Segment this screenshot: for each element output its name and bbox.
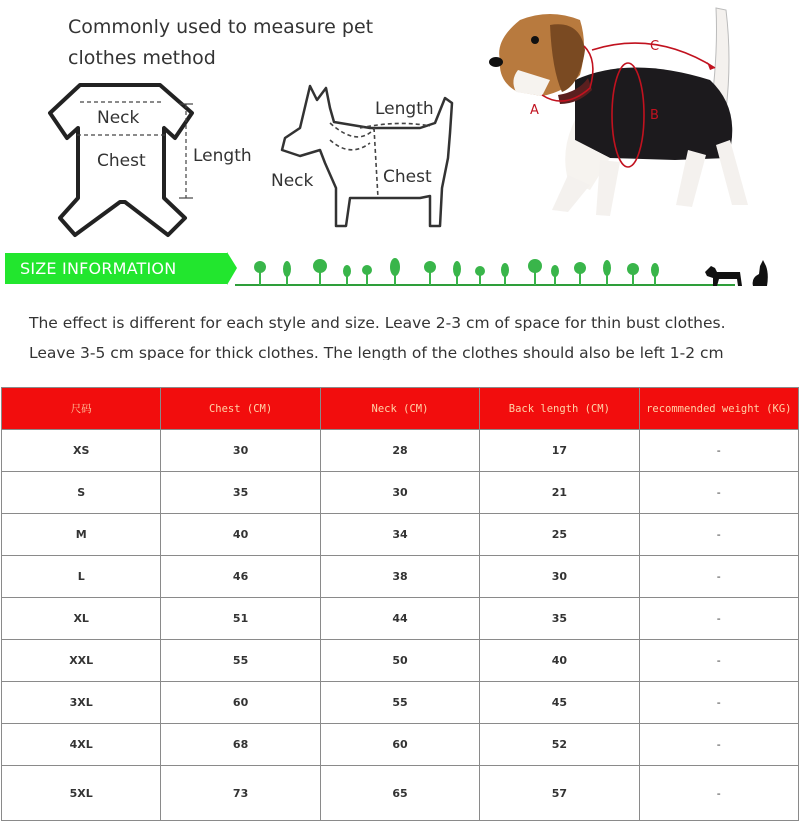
table-row bbox=[2, 472, 799, 514]
header-size: 尺码 bbox=[2, 388, 161, 430]
dog-neck-label: Neck bbox=[271, 171, 314, 191]
dog-length-label: Length bbox=[375, 99, 434, 119]
neck-cell: 30 bbox=[320, 472, 479, 514]
header-neck: Neck (CM) bbox=[320, 388, 479, 430]
size-cell: 4XL bbox=[2, 724, 161, 766]
back-length-cell: 30 bbox=[480, 556, 639, 598]
chest-cell: 55 bbox=[161, 640, 320, 682]
back-length-cell: 40 bbox=[480, 640, 639, 682]
neck-cell: 34 bbox=[320, 514, 479, 556]
weight-cell: - bbox=[639, 430, 798, 472]
table-row bbox=[2, 682, 799, 724]
size-cell: M bbox=[2, 514, 161, 556]
tree-decoration bbox=[235, 252, 800, 292]
table-row bbox=[2, 598, 799, 640]
chest-cell: 60 bbox=[161, 682, 320, 724]
marker-b: B bbox=[650, 108, 659, 123]
chest-cell: 40 bbox=[161, 514, 320, 556]
back-length-cell: 35 bbox=[480, 598, 639, 640]
size-cell: L bbox=[2, 556, 161, 598]
table-row bbox=[2, 430, 799, 472]
dog-chest-label: Chest bbox=[383, 167, 432, 187]
weight-cell: - bbox=[639, 682, 798, 724]
banner-label: SIZE INFORMATION bbox=[20, 259, 177, 278]
marker-c: C bbox=[650, 39, 660, 54]
table-row bbox=[2, 766, 799, 821]
table-row bbox=[2, 724, 799, 766]
page-title: Commonly used to measure pet clothes method bbox=[68, 16, 374, 69]
note-line-1: The effect is different for each style and size. Leave 2-3 cm of space for thin bust clothes. bbox=[29, 314, 726, 332]
neck-cell: 55 bbox=[320, 682, 479, 724]
size-cell: 3XL bbox=[2, 682, 161, 724]
header-weight: recommended weight (KG) bbox=[639, 388, 798, 430]
size-cell: XXL bbox=[2, 640, 161, 682]
neck-cell: 44 bbox=[320, 598, 479, 640]
size-cell: 5XL bbox=[2, 766, 161, 821]
weight-cell: - bbox=[639, 556, 798, 598]
chest-cell: 35 bbox=[161, 472, 320, 514]
marker-a: A bbox=[530, 103, 539, 118]
neck-cell: 65 bbox=[320, 766, 479, 821]
neck-cell: 50 bbox=[320, 640, 479, 682]
back-length-cell: 17 bbox=[480, 430, 639, 472]
weight-cell: - bbox=[639, 640, 798, 682]
neck-cell: 60 bbox=[320, 724, 479, 766]
shirt-chest-label: Chest bbox=[97, 151, 146, 171]
back-length-cell: 25 bbox=[480, 514, 639, 556]
back-length-cell: 52 bbox=[480, 724, 639, 766]
table-row bbox=[2, 640, 799, 682]
weight-cell: - bbox=[639, 766, 798, 821]
note-line-2: Leave 3-5 cm space for thick clothes. The length of the clothes should also be left 1-2 cm bbox=[29, 344, 724, 360]
back-length-cell: 21 bbox=[480, 472, 639, 514]
neck-cell: 38 bbox=[320, 556, 479, 598]
table-row bbox=[2, 514, 799, 556]
shirt-length-label: Length bbox=[193, 146, 252, 166]
weight-cell: - bbox=[639, 724, 798, 766]
size-table bbox=[1, 387, 799, 821]
size-cell: XL bbox=[2, 598, 161, 640]
chest-cell: 51 bbox=[161, 598, 320, 640]
weight-cell: - bbox=[639, 598, 798, 640]
weight-cell: - bbox=[639, 472, 798, 514]
shirt-neck-label: Neck bbox=[97, 108, 140, 128]
table-row bbox=[2, 556, 799, 598]
header-back-length: Back length (CM) bbox=[480, 388, 639, 430]
back-length-cell: 45 bbox=[480, 682, 639, 724]
beagle-photo bbox=[480, 0, 790, 230]
header-chest: Chest (CM) bbox=[161, 388, 320, 430]
size-cell: S bbox=[2, 472, 161, 514]
chest-cell: 30 bbox=[161, 430, 320, 472]
dog-outline-diagram bbox=[270, 78, 470, 236]
chest-cell: 68 bbox=[161, 724, 320, 766]
neck-cell: 28 bbox=[320, 430, 479, 472]
table-header-row bbox=[2, 388, 799, 430]
chest-cell: 73 bbox=[161, 766, 320, 821]
weight-cell: - bbox=[639, 514, 798, 556]
size-cell: XS bbox=[2, 430, 161, 472]
back-length-cell: 57 bbox=[480, 766, 639, 821]
chest-cell: 46 bbox=[161, 556, 320, 598]
